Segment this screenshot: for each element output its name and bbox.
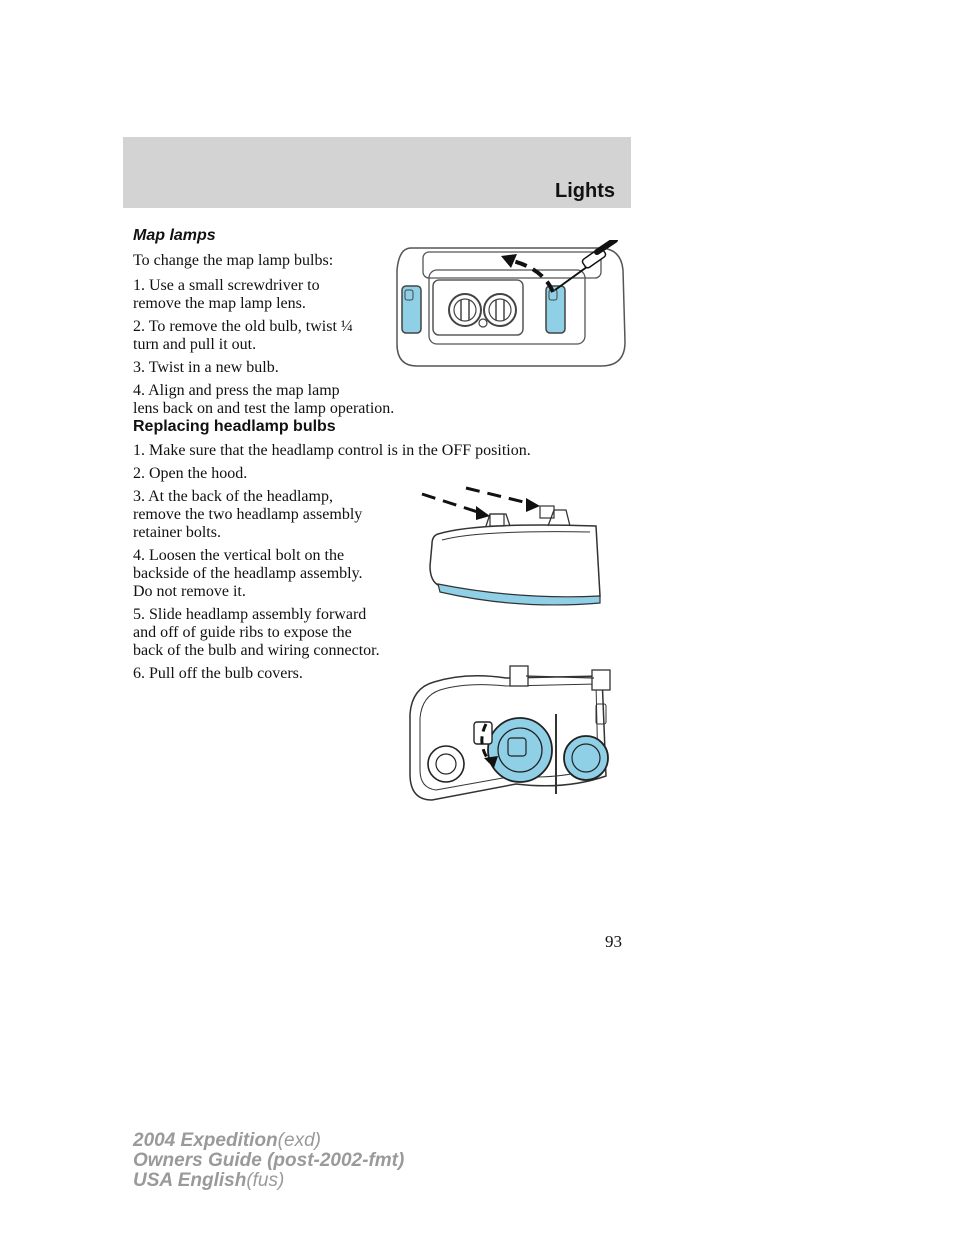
map-lamps-intro: To change the map lamp bulbs: (133, 252, 334, 269)
head-step-3a: 3. At the back of the headlamp, (133, 488, 333, 505)
head-step-1: 1. Make sure that the headlamp control is in the OFF position. (133, 442, 531, 459)
head-step-5c: back of the bulb and wiring connector. (133, 642, 380, 659)
map-step-1b: remove the map lamp lens. (133, 295, 306, 312)
head-step-5b: and off of guide ribs to expose the (133, 624, 352, 641)
head-step-2: 2. Open the hood. (133, 465, 248, 482)
map-step-2b: turn and pull it out. (133, 336, 257, 353)
head-step-4a: 4. Loosen the vertical bolt on the (133, 547, 345, 564)
map-step-4b: lens back on and test the lamp operation. (133, 400, 395, 417)
headlamp-heading: Replacing headlamp bulbs (133, 418, 336, 435)
head-step-3c: retainer bolts. (133, 524, 221, 541)
footer-model: 2004 Expedition (133, 1130, 278, 1151)
map-lamp-illustration (393, 240, 639, 370)
section-title: Lights (555, 180, 615, 202)
head-step-4c: Do not remove it. (133, 583, 246, 600)
footer-language-code: (fus) (246, 1170, 285, 1191)
footer-model-code: (exd) (277, 1130, 321, 1151)
document-footer (133, 1131, 404, 1191)
map-lamps-heading: Map lamps (133, 227, 216, 244)
head-step-3b: remove the two headlamp assembly (133, 506, 363, 523)
map-step-4a: 4. Align and press the map lamp (133, 382, 340, 399)
footer-guide: Owners Guide (post-2002-fmt) (133, 1150, 405, 1171)
footer-language: USA English (133, 1170, 247, 1191)
map-step-1a: 1. Use a small screwdriver to (133, 277, 320, 294)
headlamp-rear-bulb-illustration (406, 664, 612, 806)
page-number: 93 (605, 932, 622, 951)
head-step-4b: backside of the headlamp assembly. (133, 565, 363, 582)
section-header-band (123, 137, 631, 208)
head-step-5a: 5. Slide headlamp assembly forward (133, 606, 367, 623)
head-step-6: 6. Pull off the bulb covers. (133, 665, 303, 682)
map-step-2a: 2. To remove the old bulb, twist ¼ (133, 318, 353, 335)
map-step-3: 3. Twist in a new bulb. (133, 359, 279, 376)
headlamp-retainer-bolt-illustration (418, 486, 608, 610)
